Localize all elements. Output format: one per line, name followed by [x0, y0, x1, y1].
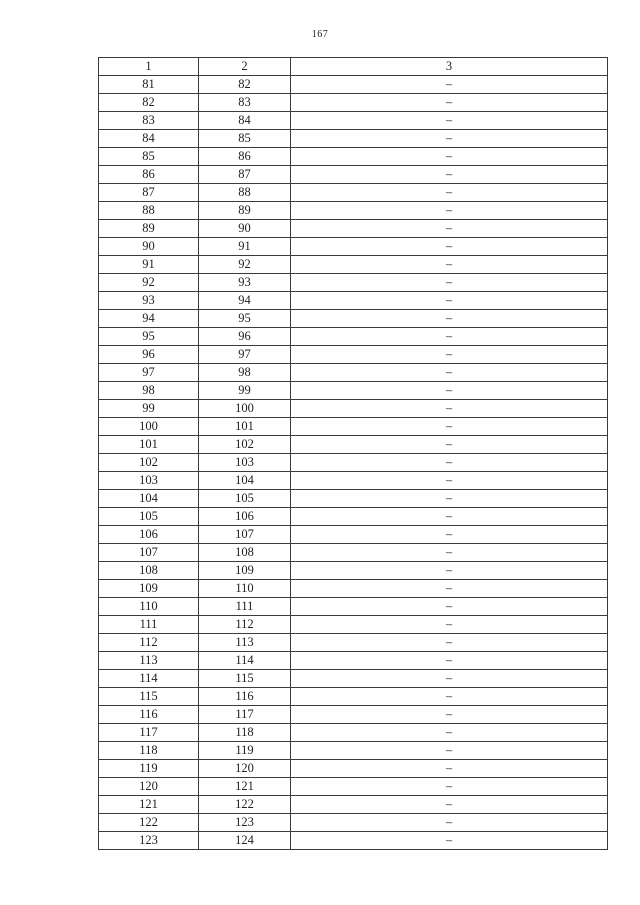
table-cell-col1: 93	[99, 292, 199, 310]
table-cell-col3: –	[291, 274, 608, 292]
table-row	[99, 400, 608, 418]
table-cell-col1: 118	[99, 742, 199, 760]
table-cell-col1: 98	[99, 382, 199, 400]
table-cell-col1: 104	[99, 490, 199, 508]
table-cell-col1: 111	[99, 616, 199, 634]
table-cell-col2: 116	[199, 688, 291, 706]
table-cell-col3: –	[291, 760, 608, 778]
table-cell-col3: –	[291, 706, 608, 724]
table-cell-col1: 95	[99, 328, 199, 346]
table-cell-col1: 89	[99, 220, 199, 238]
table-cell-col2: 100	[199, 400, 291, 418]
table-cell-col1: 86	[99, 166, 199, 184]
table-cell-col2: 108	[199, 544, 291, 562]
table-cell-col1: 110	[99, 598, 199, 616]
table-cell-col1: 121	[99, 796, 199, 814]
table-row	[99, 94, 608, 112]
table-cell-col2: 82	[199, 76, 291, 94]
table-cell-col2: 88	[199, 184, 291, 202]
page-number: 167	[311, 29, 329, 40]
table-cell-col1: 97	[99, 364, 199, 382]
table-cell-col2: 123	[199, 814, 291, 832]
table-cell-col3: –	[291, 238, 608, 256]
table-cell-col2: 91	[199, 238, 291, 256]
table-cell-col3: –	[291, 598, 608, 616]
table-row	[99, 238, 608, 256]
table-cell-col1: 90	[99, 238, 199, 256]
table-cell-col1: 113	[99, 652, 199, 670]
table-row	[99, 832, 608, 850]
table-cell-col2: 121	[199, 778, 291, 796]
table-cell-col1: 82	[99, 94, 199, 112]
table-cell-col1: 106	[99, 526, 199, 544]
table-cell-col2: 105	[199, 490, 291, 508]
table-cell-col1: 84	[99, 130, 199, 148]
table-cell-col2: 93	[199, 274, 291, 292]
table-cell-col1: 116	[99, 706, 199, 724]
table-cell-col3: –	[291, 724, 608, 742]
table-row	[99, 490, 608, 508]
table-cell-col1: 123	[99, 832, 199, 850]
table-body	[99, 76, 608, 850]
table-cell-col1: 83	[99, 112, 199, 130]
data-table	[98, 57, 608, 850]
table-cell-col3: –	[291, 418, 608, 436]
table-cell-col3: –	[291, 328, 608, 346]
table-cell-col2: 101	[199, 418, 291, 436]
table-cell-col3: –	[291, 562, 608, 580]
table-row	[99, 166, 608, 184]
column-header-2: 2	[199, 58, 291, 76]
table-cell-col3: –	[291, 184, 608, 202]
table-cell-col1: 112	[99, 634, 199, 652]
table-cell-col2: 99	[199, 382, 291, 400]
table-cell-col3: –	[291, 490, 608, 508]
table-row	[99, 274, 608, 292]
table-row	[99, 328, 608, 346]
table-cell-col2: 114	[199, 652, 291, 670]
table-cell-col2: 113	[199, 634, 291, 652]
table-row	[99, 814, 608, 832]
table-row	[99, 292, 608, 310]
table-cell-col3: –	[291, 634, 608, 652]
table-cell-col3: –	[291, 166, 608, 184]
table-cell-col3: –	[291, 400, 608, 418]
table-row	[99, 598, 608, 616]
table-cell-col2: 120	[199, 760, 291, 778]
table-cell-col3: –	[291, 742, 608, 760]
table-cell-col3: –	[291, 580, 608, 598]
table-cell-col2: 122	[199, 796, 291, 814]
table-cell-col2: 83	[199, 94, 291, 112]
table-cell-col1: 96	[99, 346, 199, 364]
table-cell-col1: 108	[99, 562, 199, 580]
table-cell-col3: –	[291, 346, 608, 364]
table-cell-col2: 92	[199, 256, 291, 274]
table-cell-col1: 94	[99, 310, 199, 328]
table-cell-col3: –	[291, 472, 608, 490]
table-cell-col1: 120	[99, 778, 199, 796]
table-cell-col3: –	[291, 436, 608, 454]
table-cell-col2: 98	[199, 364, 291, 382]
table-cell-col3: –	[291, 202, 608, 220]
table-cell-col1: 107	[99, 544, 199, 562]
table-row	[99, 76, 608, 94]
table-cell-col3: –	[291, 364, 608, 382]
table-cell-col1: 88	[99, 202, 199, 220]
table-cell-col2: 102	[199, 436, 291, 454]
table-row	[99, 148, 608, 166]
table-cell-col1: 99	[99, 400, 199, 418]
table-cell-col3: –	[291, 796, 608, 814]
table-cell-col3: –	[291, 526, 608, 544]
table-row	[99, 526, 608, 544]
table-cell-col1: 100	[99, 418, 199, 436]
table-cell-col2: 110	[199, 580, 291, 598]
table-row	[99, 256, 608, 274]
table-cell-col1: 102	[99, 454, 199, 472]
table-cell-col2: 97	[199, 346, 291, 364]
table-row	[99, 472, 608, 490]
table-row	[99, 652, 608, 670]
table-cell-col3: –	[291, 670, 608, 688]
table-cell-col3: –	[291, 814, 608, 832]
table-cell-col1: 101	[99, 436, 199, 454]
table-cell-col2: 84	[199, 112, 291, 130]
table-cell-col3: –	[291, 148, 608, 166]
table-cell-col2: 90	[199, 220, 291, 238]
table-row	[99, 202, 608, 220]
table-cell-col2: 87	[199, 166, 291, 184]
table-cell-col1: 103	[99, 472, 199, 490]
table-row	[99, 562, 608, 580]
table-cell-col3: –	[291, 292, 608, 310]
table-cell-col1: 119	[99, 760, 199, 778]
table-cell-col3: –	[291, 832, 608, 850]
table-cell-col1: 114	[99, 670, 199, 688]
table-cell-col2: 85	[199, 130, 291, 148]
table-row	[99, 310, 608, 328]
table-cell-col1: 85	[99, 148, 199, 166]
table-row	[99, 112, 608, 130]
table-cell-col2: 89	[199, 202, 291, 220]
table-cell-col2: 115	[199, 670, 291, 688]
table-cell-col1: 91	[99, 256, 199, 274]
table-cell-col2: 111	[199, 598, 291, 616]
table-row	[99, 706, 608, 724]
table-cell-col3: –	[291, 220, 608, 238]
table-cell-col2: 103	[199, 454, 291, 472]
table-row	[99, 724, 608, 742]
table-cell-col2: 107	[199, 526, 291, 544]
table-row	[99, 436, 608, 454]
table-cell-col1: 109	[99, 580, 199, 598]
table-cell-col3: –	[291, 778, 608, 796]
table-row	[99, 508, 608, 526]
table-cell-col2: 95	[199, 310, 291, 328]
table-row	[99, 742, 608, 760]
table-cell-col2: 117	[199, 706, 291, 724]
table-cell-col2: 118	[199, 724, 291, 742]
table-cell-col1: 122	[99, 814, 199, 832]
table-row	[99, 130, 608, 148]
table-cell-col1: 92	[99, 274, 199, 292]
table-cell-col3: –	[291, 76, 608, 94]
table-cell-col2: 119	[199, 742, 291, 760]
table-row	[99, 670, 608, 688]
table-cell-col2: 106	[199, 508, 291, 526]
table-row	[99, 688, 608, 706]
table-row	[99, 346, 608, 364]
table-row	[99, 364, 608, 382]
table-row	[99, 760, 608, 778]
table-row	[99, 418, 608, 436]
table-cell-col2: 96	[199, 328, 291, 346]
table-row	[99, 220, 608, 238]
table-cell-col3: –	[291, 688, 608, 706]
table-cell-col3: –	[291, 310, 608, 328]
table-row	[99, 544, 608, 562]
table-cell-col3: –	[291, 454, 608, 472]
table-row	[99, 580, 608, 598]
column-header-3: 3	[291, 58, 608, 76]
table-row	[99, 634, 608, 652]
table-cell-col2: 104	[199, 472, 291, 490]
table-cell-col1: 117	[99, 724, 199, 742]
table-cell-col2: 94	[199, 292, 291, 310]
table-row	[99, 616, 608, 634]
table-cell-col3: –	[291, 652, 608, 670]
table-cell-col1: 87	[99, 184, 199, 202]
table-cell-col1: 115	[99, 688, 199, 706]
table-cell-col2: 109	[199, 562, 291, 580]
column-header-1: 1	[99, 58, 199, 76]
table-cell-col3: –	[291, 256, 608, 274]
table-row	[99, 382, 608, 400]
table-cell-col2: 112	[199, 616, 291, 634]
table-row	[99, 184, 608, 202]
table-cell-col1: 105	[99, 508, 199, 526]
header-row	[99, 58, 608, 76]
table-cell-col3: –	[291, 130, 608, 148]
table-row	[99, 778, 608, 796]
table-cell-col1: 81	[99, 76, 199, 94]
table-cell-col3: –	[291, 616, 608, 634]
table-cell-col3: –	[291, 94, 608, 112]
table-cell-col2: 86	[199, 148, 291, 166]
table-header	[99, 58, 608, 76]
table-cell-col2: 124	[199, 832, 291, 850]
table-cell-col3: –	[291, 508, 608, 526]
table-row	[99, 454, 608, 472]
table-cell-col3: –	[291, 382, 608, 400]
table-row	[99, 796, 608, 814]
table-cell-col3: –	[291, 112, 608, 130]
table-cell-col3: –	[291, 544, 608, 562]
